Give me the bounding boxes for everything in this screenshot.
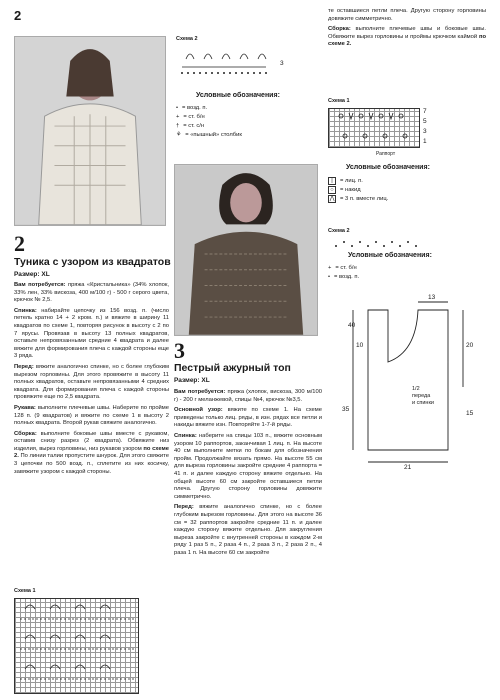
project-3-title: Пестрый ажурный топ	[174, 362, 291, 374]
project-2-number: 2	[14, 231, 25, 256]
p3-pattern-text: вяжите по схеме 1. На схеме приведены только лиц. ряды, в изн. рядах все петли и накиды вяжите изн. Повторяйте 1-7-й ряды.	[174, 407, 322, 429]
back-text: набирайте цепочку из 156 возд. п. (число петель кратно 14 + 2 кром. п.) и вяжите в ширину 11 квадратов по схеме 1, повторяя рисунок в высоту с 2 по 7 ярусы. Провязав в высоту 13 полных квадратов, оставьте непровязанными средние 4 квадрата и далее вяжите для формирования плеча с каждой стороны еще 3 ряда.	[14, 307, 169, 360]
chain-stitch-icon: •	[176, 104, 179, 111]
mid-legend-text: = «пышный» столбик	[185, 131, 242, 138]
double-crochet-icon: †	[176, 122, 180, 129]
rapport-label: Раппорт	[376, 151, 396, 157]
sleeves-heading: Рукава:	[14, 404, 36, 411]
p3-back-text: наберите на спицы 103 п., вяжите основным узором 10 раппортов, заканчивая 1 лиц. п. На высоте 40 см выполните метки по бокам для обозначения пройм. Продолжайте вязать прямо. На высоте 55 см для выреза горловины закройте средние 4 раппорта = 41 п. и далее каждую сторону вяжите отдельно. На общей высоте 60 см закройте оставшиеся петли плеча. Другую сторону горловины довяжите симметрично.	[174, 432, 322, 500]
assembly-heading: Сборка:	[14, 430, 37, 437]
garment-schematic	[328, 292, 488, 482]
right-legend-2-text: = ст. б/н	[335, 264, 357, 271]
right-legend	[328, 176, 478, 203]
k3tog-icon: ⋀	[329, 195, 335, 202]
materials-text: пряжа «Кристальника» (34% хлопок, 33% лен, 33% вискоза, 400 м/100 г) - 500 г серого цвета, крючок № 2,5.	[14, 282, 169, 304]
right-scheme-1-symbols	[329, 109, 421, 149]
center-label	[412, 386, 434, 407]
p3-assembly-text: выполните плечевые швы и боковые швы. Обвяжите вырез горловины и проймы крючком каймой	[328, 26, 486, 40]
tunic-model-illustration	[15, 37, 165, 225]
mid-legend-row-chain	[176, 103, 316, 112]
scheme-1-row-1: 1	[423, 138, 427, 145]
dim-left-low: 35	[342, 406, 350, 413]
dim-right-low: 15	[466, 410, 474, 417]
scheme-1-row-5: 5	[423, 118, 427, 125]
p3-front-continued: те оставшиеся петли плеча. Другую сторону горловины довяжите симметрично.	[328, 8, 486, 22]
right-legend-text: = накид	[340, 186, 361, 193]
p3-materials-heading: Вам потребуется:	[174, 389, 226, 395]
front-text: вяжите аналогично спинке, но с более глубоким вырезом горловины. Для этого провяжите в высоту 11 полных квадратов, оставьте непровязанными 4 средних квадрата. Для формирования плеча с каждой стороны провяжите еще по 2,5 квадрата.	[14, 363, 169, 401]
mid-legend-row-sc	[176, 112, 316, 121]
center-label-a: 1/2	[412, 386, 420, 392]
materials-heading: Вам потребуется:	[14, 282, 66, 288]
mid-legend-text: = ст. с/н	[183, 122, 205, 129]
right-legend-text: = лиц. п.	[340, 177, 363, 184]
left-scheme-1-chart	[14, 598, 139, 694]
mid-scheme-2-symbols	[176, 45, 276, 77]
tunic-photo	[14, 36, 166, 226]
project-3-size: Размер: XL	[174, 377, 210, 384]
p3-assembly-scheme-ref: по схеме 2.	[328, 33, 486, 48]
scheme-1-row-7: 7	[423, 108, 427, 115]
right-legend-row-yo	[328, 185, 478, 194]
single-crochet-icon: +	[328, 264, 332, 271]
p3-assembly-heading: Сборка:	[328, 26, 351, 33]
mid-legend	[176, 103, 316, 139]
right-legend-2-row-ch	[328, 272, 478, 281]
right-legend-row-knit	[328, 176, 478, 185]
center-label-b: переда	[412, 393, 431, 399]
right-legend-text: = 3 п. вместе лиц.	[340, 195, 389, 202]
mid-legend-row-dc	[176, 121, 316, 130]
right-scheme-2-label: Схема 2	[328, 228, 350, 234]
yarn-over-icon: ○	[328, 186, 336, 194]
project-2-text	[14, 282, 169, 477]
project-3-number: 3	[174, 338, 185, 363]
mid-scheme-2-row-number: 3	[280, 60, 284, 67]
p3-front-heading: Перед:	[174, 504, 194, 511]
right-legend-2-title: Условные обозначения:	[348, 252, 432, 259]
dim-bottom-width: 21	[404, 464, 412, 471]
mid-scheme-2-label: Схема 2	[176, 36, 198, 42]
dim-left-top: 40	[348, 322, 356, 329]
right-legend-2-row-sc	[328, 263, 478, 272]
right-legend-2	[328, 263, 478, 281]
right-legend-title: Условные обозначения:	[346, 164, 430, 171]
mid-legend-row-puff	[176, 130, 316, 139]
garment-schematic-drawing	[328, 292, 488, 482]
mid-legend-text: = ст. б/н	[183, 113, 205, 120]
assembly-scheme-ref: по схеме 2.	[14, 445, 169, 460]
left-scheme-1-symbols	[15, 599, 140, 695]
center-label-c: и спинки	[412, 400, 434, 406]
scheme-1-row-3: 3	[423, 128, 427, 135]
project-3-text	[174, 389, 322, 558]
right-scheme-1-label: Схема 1	[328, 98, 350, 104]
assembly-text: выполните боковые швы вместе с рукавом, оставив снизу разрез (2 квадрата). Обвяжите низ изделия, вырез горловины, низ рукавов узором	[14, 430, 169, 452]
chain-stitch-icon: •	[328, 273, 331, 280]
assembly-text-2: По линии талии пропустите шнурок. Для этого свяжите 3 цепочки по 500 возд. п., сплетите из них косичку, завяжите узором с каждой стороны.	[14, 453, 169, 475]
back-heading: Спинка:	[14, 307, 37, 314]
project-2-size: Размер: XL	[14, 271, 50, 278]
dim-top-width: 13	[428, 294, 436, 301]
knit-stitch-icon: |	[328, 177, 336, 185]
right-legend-2-text: = возд. п.	[334, 273, 360, 280]
mid-legend-text: = возд. п.	[182, 104, 208, 111]
page-number: 2	[14, 8, 22, 23]
dim-left-mid: 10	[356, 342, 364, 349]
sleeves-text: выполните плечевые швы. Наберите по пройме 128 п. (9 квадратов) и вяжите по схеме 1 в высоту 2 полных квадрата. Второй рукав свяжите аналогично.	[14, 404, 169, 427]
right-scheme-2-symbols	[330, 236, 420, 250]
single-crochet-icon: +	[176, 113, 180, 120]
mid-scheme-2-chart	[176, 45, 276, 77]
dim-right-top: 20	[466, 342, 474, 349]
puff-stitch-icon: ⚘	[176, 131, 182, 138]
right-top-text	[328, 8, 486, 50]
p3-materials-text: пряжа (хлопок, вискоза, 300 м/100 г) - 200 г меланжевой, спицы №4, крючок №3,5.	[174, 389, 322, 403]
p3-pattern-heading: Основной узор:	[174, 407, 223, 414]
project-2-title: Туника с узором из квадратов	[14, 256, 171, 268]
top-model-illustration	[175, 165, 317, 335]
left-scheme-1-label: Схема 1	[14, 588, 36, 594]
p3-front-text: вяжите аналогично спинке, но с более глубоким вырезом горловины. Для этого на высоте 36 см = 32 раппортов закройте средние 11 п. и далее каждую сторону вяжите отдельно. Для закругления выреза закройте с внутренней стороны в каждом 2-м ряду 1 раз 5 п., 2 раза 4 п., 2 раза 3 п., 2 раза 2 п., 4 раза 1 п. На высоте 60 см закройте	[174, 504, 322, 556]
right-scheme-2-chart	[330, 236, 420, 250]
top-photo	[174, 164, 318, 336]
p3-back-heading: Спинка:	[174, 432, 197, 439]
right-scheme-1-chart	[328, 108, 420, 148]
right-legend-row-k3tog	[328, 194, 478, 203]
mid-legend-title: Условные обозначения:	[196, 92, 280, 99]
front-heading: Перед:	[14, 363, 34, 370]
